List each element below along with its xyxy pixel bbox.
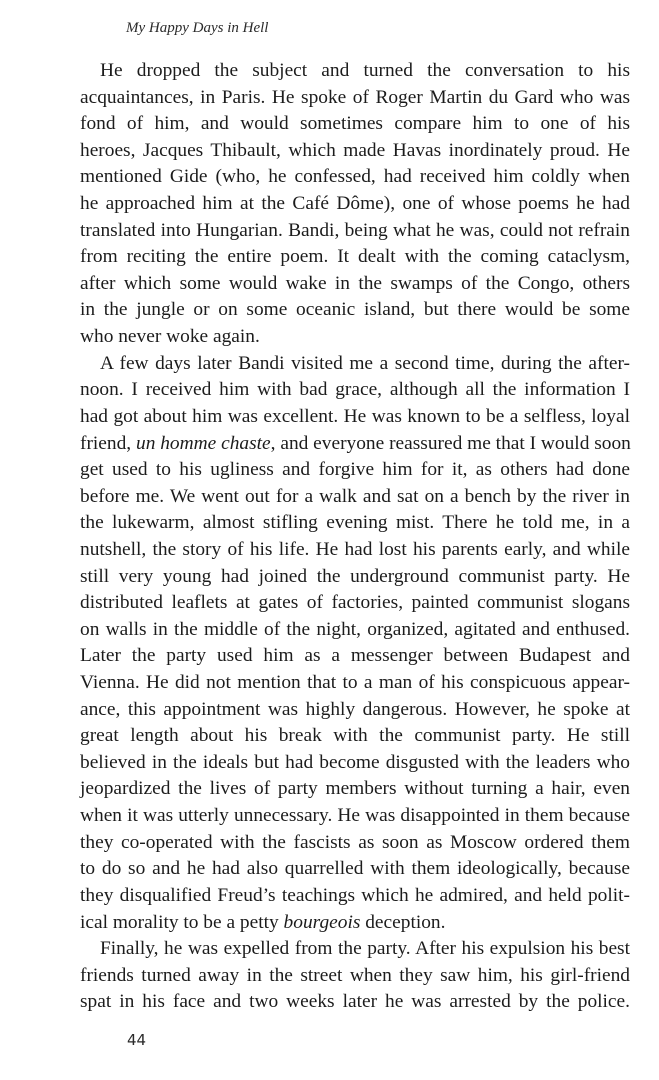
text-line: heroes, Jacques Thibault, which made Havas inordinately proud. He [80, 139, 630, 161]
italic-phrase: un homme chaste [136, 432, 271, 454]
text-line: believed in the ideals but had become disgusted with the leaders who [80, 751, 630, 773]
text-line: He dropped the subject and turned the conversation to his [100, 60, 630, 81]
paragraph [80, 936, 630, 1016]
text-line: friends turned away in the street when they saw him, his girl-friend [80, 964, 630, 986]
text-run: friend, [80, 432, 136, 454]
text-line: to do so and he had also quarrelled with them ideologically, because [80, 858, 630, 880]
text-line: get used to his ugliness and forgive him for it, as others had done [80, 459, 630, 481]
text-line [80, 910, 630, 937]
text-line: still very young had joined the underground communist party. He [80, 565, 630, 587]
text-line: A few days later Bandi visited me a second time, during the after- [100, 352, 630, 374]
text-line: the lukewarm, almost stifling evening mist. There he told me, in a [80, 512, 630, 534]
text-line: they co-operated with the fascists as soon as Moscow ordered them [80, 831, 630, 853]
text-line: great length about his break with the communist party. He still [80, 725, 630, 747]
page-number: 44 [127, 1031, 147, 1049]
text-line: on walls in the middle of the night, organized, agitated and enthused. [80, 618, 630, 640]
text-line: mentioned Gide (who, he confessed, had received him coldly when [80, 166, 630, 188]
paragraph [80, 58, 630, 351]
text-line: noon. I received him with bad grace, although all the information I [80, 379, 630, 401]
paragraph [80, 351, 630, 936]
text-line: distributed leaflets at gates of factories, painted communist slogans [80, 592, 630, 614]
text-line: Finally, he was expelled from the party. After his expulsion his best [100, 938, 630, 960]
text-line: had got about him was excellent. He was known to be a selfless, loyal [80, 405, 630, 427]
text-line: who never woke again. [80, 326, 260, 348]
text-line: from reciting the entire poem. It dealt with the coming cataclysm, [80, 246, 630, 268]
text-run: , and everyone reassured me that I would soon [270, 432, 631, 454]
body-text [80, 58, 630, 1016]
text-line: acquaintances, in Paris. He spoke of Roger Martin du Gard who was [80, 86, 630, 108]
text-line: when it was utterly unnecessary. He was disappointed in them because [80, 805, 630, 827]
text-run: deception. [360, 911, 446, 933]
text-line: nutshell, the story of his life. He had lost his parents early, and while [80, 538, 630, 560]
text-line: jeopardized the lives of party members without turning a hair, even [80, 778, 630, 800]
italic-phrase: bourgeois [283, 911, 361, 933]
text-line: Vienna. He did not mention that to a man of his conspicuous appear- [80, 672, 630, 694]
text-line: ance, this appointment was highly dangerous. However, he spoke at [80, 698, 630, 720]
text-line: before me. We went out for a walk and sat on a bench by the river in [80, 485, 630, 507]
text-line [80, 431, 630, 458]
text-line: after which some would wake in the swamps of the Congo, others [80, 272, 630, 294]
text-line: fond of him, and would sometimes compare him to one of his [80, 113, 630, 135]
text-line: he approached him at the Café Dôme), one of whose poems he had [80, 193, 630, 215]
text-line: they disqualified Freud’s teachings which he admired, and held polit- [80, 884, 630, 906]
text-line: spat in his face and two weeks later he was arrested by the police. [80, 991, 630, 1013]
running-head: My Happy Days in Hell [126, 20, 269, 36]
text-line: Later the party used him as a messenger between Budapest and [80, 645, 630, 667]
text-line: in the jungle or on some oceanic island, but there would be some [80, 299, 630, 321]
text-line: translated into Hungarian. Bandi, being what he was, could not refrain [80, 219, 630, 241]
text-run: ical morality to be a petty [80, 911, 284, 933]
